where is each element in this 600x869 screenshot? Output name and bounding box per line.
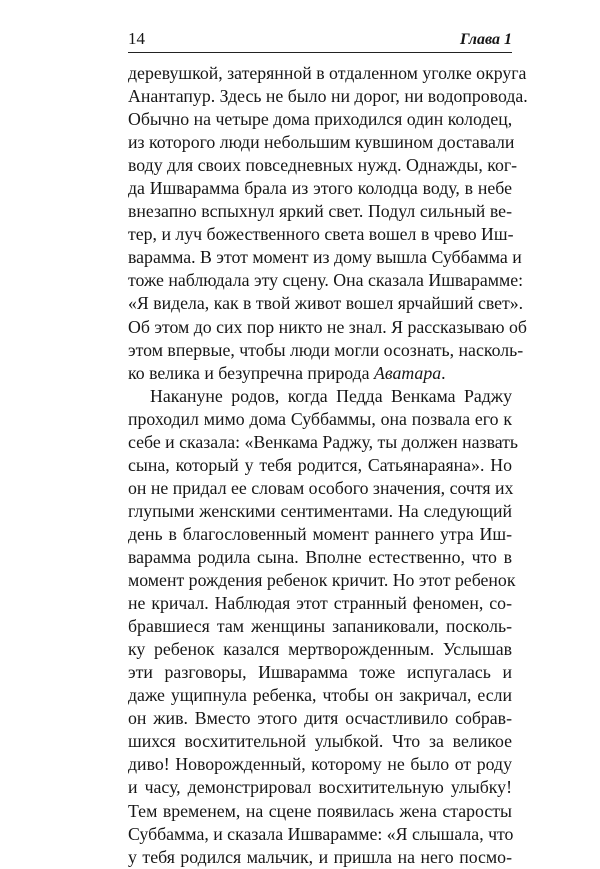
text-line: даже ущипнула ребенка, чтобы он закричал, если	[128, 685, 512, 706]
text-line: и часу, демонстрировал восхитительную улыбку!	[128, 777, 512, 798]
text-line: тоже наблюдала эту сцену. Она сказала Ишварамме:	[128, 270, 524, 291]
text-line: Накануне родов, когда Педда Венкама Раджу	[150, 385, 512, 406]
paragraph-1	[128, 62, 528, 385]
text-line: этом впервые, чтобы люди могли осознать, насколь-	[128, 339, 524, 360]
text-line: «Я видела, как в твой живот вошел ярчайший свет».	[128, 293, 524, 314]
text-line: воду для своих повседневных нужд. Однажды, ког-	[128, 155, 518, 176]
text-line: момент рождения ребенок кричит. Но этот ребенок	[128, 570, 516, 591]
text-line: не кричал. Наблюдая этот странный феномен, со-	[128, 593, 512, 614]
text-line: Анантапур. Здесь не было ни дорог, ни водопровода.	[128, 86, 528, 107]
text-line: у тебя родился мальчик, и пришла на него посмо-	[128, 846, 512, 867]
text-line: из которого люди небольшим кувшином доставали	[128, 132, 515, 153]
text-line: варамма родила сына. Вполне естественно, что в	[128, 546, 512, 567]
text-line-last	[128, 362, 512, 385]
text-line: шихся восхитительной улыбкой. Что за великое	[128, 731, 512, 752]
text-line: проходил мимо дома Суббаммы, она позвала его к	[128, 408, 512, 429]
text-line: Тем временем, на сцене появилась жена старосты	[128, 800, 512, 821]
text-line: да Ишварамма брала из этого колодца воду, в небе	[128, 178, 512, 199]
text-line: он жив. Вместо этого дитя осчастливило собрав-	[128, 708, 512, 729]
text-line: эти разговоры, Ишварамма тоже испугалась и	[128, 662, 512, 683]
running-header	[128, 28, 512, 53]
text-line: бравшиеся там женщины запаниковали, посколь-	[128, 616, 512, 637]
text-line: варамма. В этот момент из дому вышла Суббамма и	[128, 247, 522, 268]
text-line: диво! Новорожденный, которому не было от роду	[128, 754, 512, 775]
chapter-title: Глава 1	[459, 31, 512, 48]
text-line: Об этом до сих пор никто не знал. Я рассказываю об	[128, 316, 527, 337]
page-number: 14	[128, 29, 145, 48]
text-line: день в благословенный момент раннего утра Иш-	[128, 523, 512, 544]
text-line: Суббамма, и сказала Ишварамме: «Я слышала, что	[128, 823, 514, 844]
text-line: внезапно вспыхнул яркий свет. Подул сильный ве-	[128, 201, 512, 222]
text-segment: ко велика и безупречна природа	[128, 362, 370, 383]
paragraph-2	[128, 385, 519, 869]
text-segment: .	[441, 362, 446, 383]
text-line: тер, и луч божественного света вошел в чрево Иш-	[128, 224, 514, 245]
text-line: деревушкой, затерянной в отдаленном уголке округа	[128, 63, 527, 83]
body-text	[128, 62, 528, 869]
text-line: сына, который у тебя родится, Сатьянараяна». Но	[128, 454, 512, 475]
text-line: Обычно на четыре дома приходился один колодец,	[128, 109, 513, 130]
text-line: он не придал ее словам особого значения, сочтя их	[128, 477, 514, 498]
text-line: глупыми женскими сентиментами. На следующий	[128, 500, 512, 521]
text-line: ку ребенок казался мертворожденным. Услышав	[128, 639, 512, 660]
emphasis-text: Аватара	[374, 362, 442, 383]
text-line: себе и сказала: «Венкама Раджу, ты должен назвать	[128, 431, 519, 452]
